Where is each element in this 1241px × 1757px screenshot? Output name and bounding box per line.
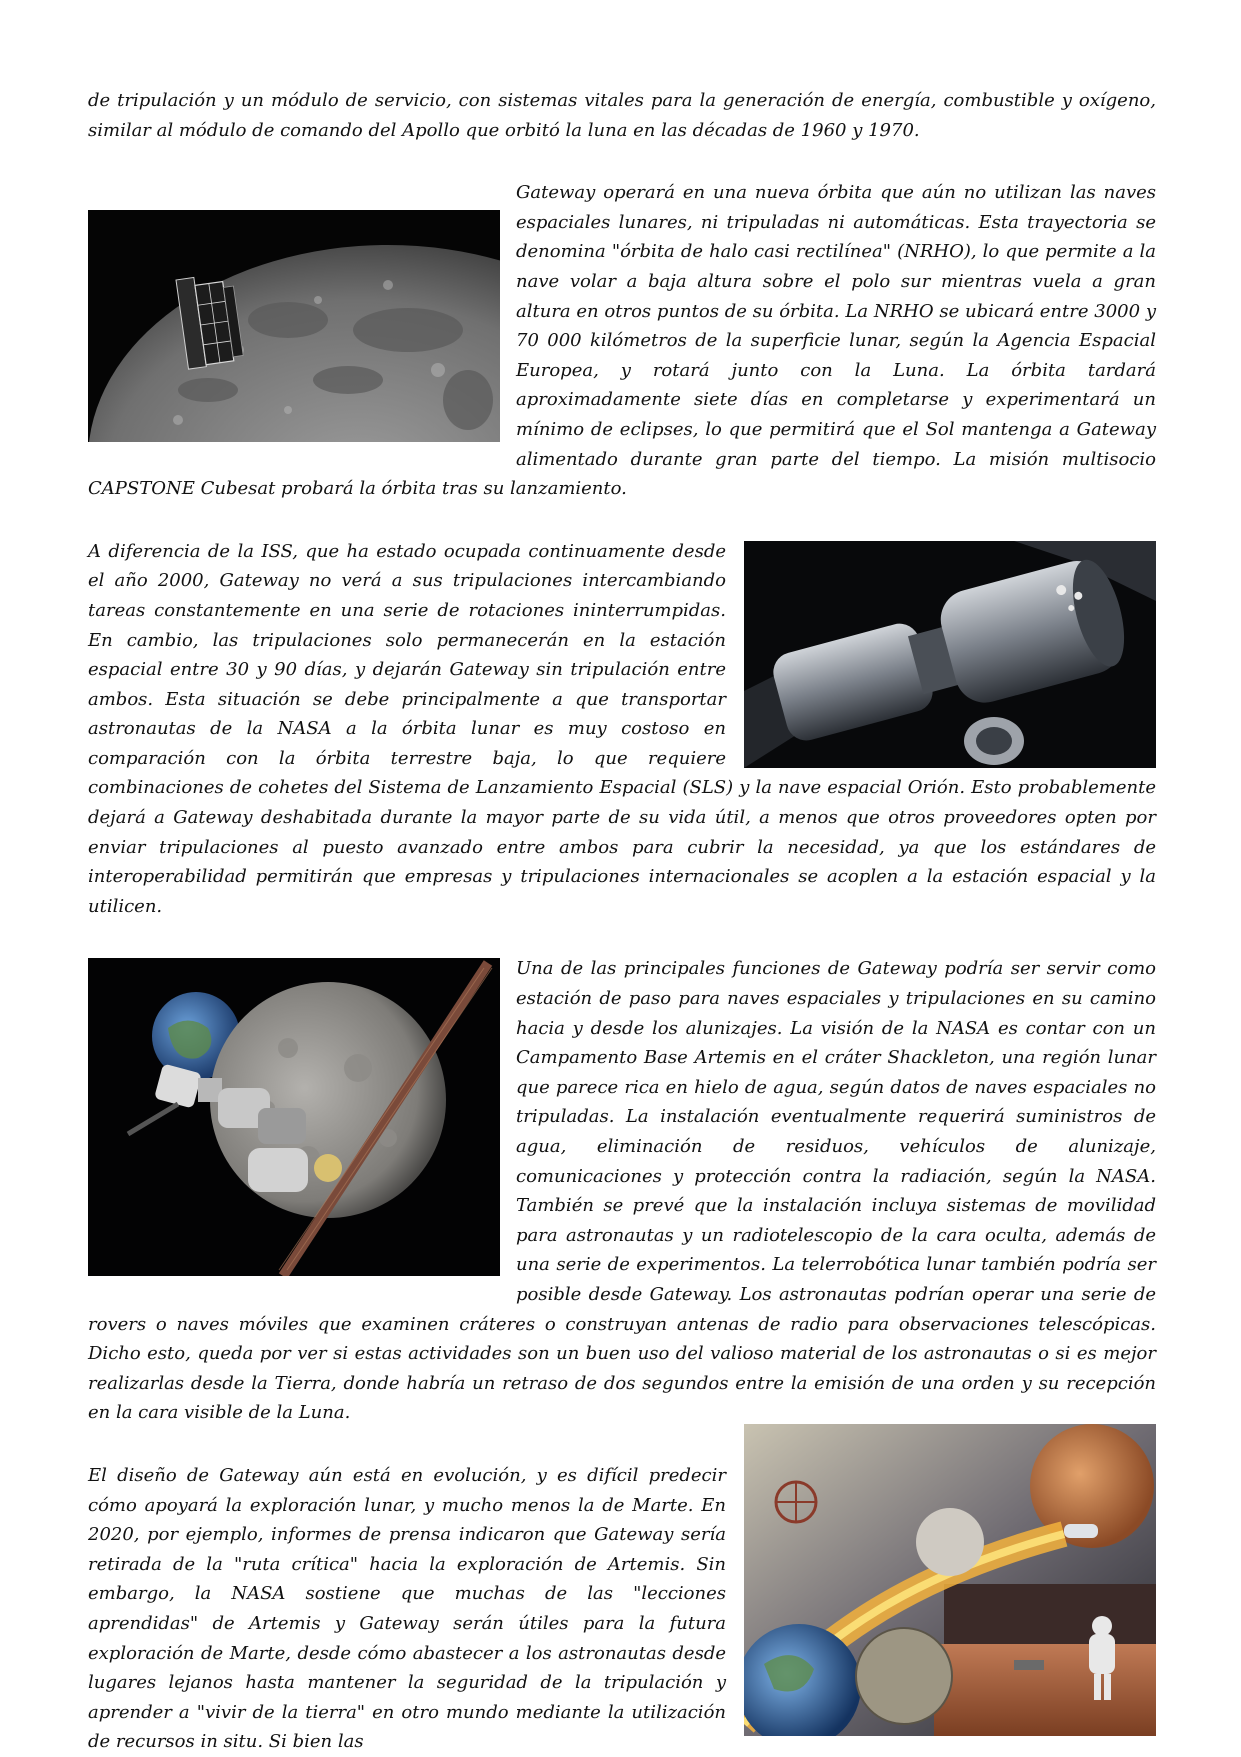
paragraph-waystation: Una de las principales funciones de Gateway podría ser servir como estación de paso para naves espaciales y tripulaciones en su camino hacia y desde los alunizajes. La visión de la NASA es contar con un Campamento Base Artemis en el cráter Shackleton, una región lunar que parece rica en hielo de agua, según datos de naves espaciales no tripuladas. La instalación eventualmente requerirá suministros de agua, eliminación de residuos, vehículos de alunizaje, comunicaciones y protección contra la radiación, según la NASA. También se prevé que la instalación incluya sistemas de movilidad para astronautas y un radiotelescopio de la cara oculta, además de una serie de experimentos. La telerrobótica lunar también podría ser posible desde Gateway. Los astronautas podrían operar una serie de rovers o naves móviles que examinen cráteres o construyan antenas de radio para observaciones telescópicas. Dicho esto, queda por ver si estas actividades son un buen uso del valioso material de los astronautas o si es mejor realizarlas desde la Tierra, donde habría un retraso de dos segundos entre la emisión de una orden y su recepción en la cara visible de la Luna.: [88, 958, 1156, 1424]
moon-to-mars-exploration-image: [744, 1424, 1156, 1736]
gateway-station-closeup-image: [744, 541, 1156, 768]
gateway-orbiting-moon-image: [88, 958, 500, 1276]
paragraph-nrho: Gateway operará en una nueva órbita que aún no utilizan las naves espaciales lunares, ni tripuladas ni automáticas. Esta trayectoria se denomina "órbita de halo casi rectilínea" (NRHO), lo que permite a la nave volar a baja altura sobre el polo sur mientras vuela a gran altura en otros puntos de su órbita. La NRHO se ubicará entre 3000 y 70 000 kilómetros de la superficie lunar, según la Agencia Espacial Europea, y rotará junto con la Luna. La órbita tardará aproximadamente siete días en completarse y experimentará un mínimo de eclipses, lo que permitirá que el Sol mantenga a Gateway alimentado durante gran parte del tiempo. La misión multisocio CAPSTONE Cubesat probará la órbita tras su lanzamiento.: [88, 182, 1156, 500]
document-page: [88, 86, 1156, 1757]
paragraph-mars: El diseño de Gateway aún está en evolución, y es difícil predecir cómo apoyará la exploración lunar, y mucho menos la de Marte. En 2020, por ejemplo, informes de prensa indicaron que Gateway sería retirada de la "ruta crítica" hacia la exploración de Artemis. Sin embargo, la NASA sostiene que muchas de las "lecciones aprendidas" de Artemis y Gateway serán útiles para la futura exploración de Marte, desde cómo abastecer a los astronautas desde lugares lejanos hasta mantener la seguridad de la tripulación y aprender a "vivir de la tierra" en otro mundo mediante la utilización de recursos in situ. Si bien las: [88, 1464, 726, 1753]
paragraph-intro: de tripulación y un módulo de servicio, con sistemas vitales para la generación de energía, combustible y oxígeno, similar al módulo de comando del Apollo que orbitó la luna en las décadas de 1960 y 1970.: [88, 90, 1156, 141]
moon-cubesat-image: [88, 210, 500, 442]
paragraph-crew-rotations: A diferencia de la ISS, que ha estado ocupada continuamente desde el año 2000, Gateway no verá a sus tripulaciones intercambiando tareas constantemente en una serie de rotaciones ininterrumpidas. En cambio, las tripulaciones solo permanecerán en la estación espacial entre 30 y 90 días, y dejarán Gateway sin tripulación entre ambos. Esta situación se debe principalmente a que transportar astronautas de la NASA a la órbita lunar es muy costoso en comparación con la órbita terrestre baja, lo que requiere combinaciones de cohetes del Sistema de Lanzamiento Espacial (SLS) y la nave espacial Orión. Esto probablemente dejará a Gateway deshabitada durante la mayor parte de su vida útil, a menos que otros proveedores opten por enviar tripulaciones al puesto avanzado entre ambos para cubrir la necesidad, ya que los estándares de interoperabilidad permitirán que empresas y tripulaciones internacionales se acoplen a la estación espacial y la utilicen.: [88, 540, 1156, 917]
